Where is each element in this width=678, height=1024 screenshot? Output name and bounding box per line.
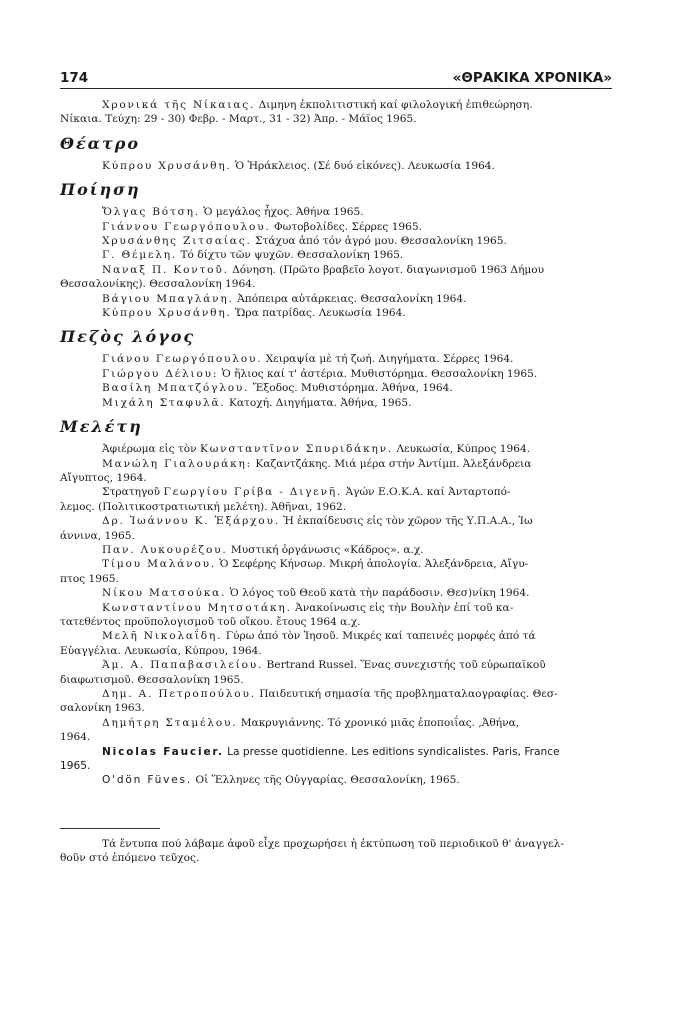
entry-text: Ὁ ἥλιος καί τ' ἀστέρια. Μυθιστόρημα. Θεσσαλονίκη 1965.: [221, 367, 538, 380]
entry-author: Γεωργίου Γρίβα - Διγενῆ.: [163, 486, 343, 499]
entry-text: Ἀγών Ε.Ο.Κ.Α. καί Ἀνταρτοπό-: [345, 486, 511, 499]
entry-author: Μελῆ Νικολαΐδη.: [102, 630, 223, 643]
entry-continuation: λεμος. (Πολιτικοστρατιωτική μελέτη). Ἀθῆναι, 1962.: [60, 500, 347, 513]
entry-continuation: 1964.: [60, 731, 91, 744]
entry-author: Γ. Θέμελη.: [102, 249, 178, 262]
entry-author: Δημήτρη Σταμέλου.: [102, 716, 238, 729]
list-item: [60, 367, 612, 381]
entry-author: Γιάννου Γεωργόπουλου.: [102, 220, 271, 233]
entry-text: Ὥρα πατρίδας. Λευκωσία 1964.: [235, 307, 406, 320]
entry-text: Μακρυγιάννης. Τό χρονικό μιᾶς ἐποποιΐας. ,Ἀθήνα,: [240, 716, 520, 729]
list-item: [60, 263, 612, 277]
entry-prefix: Στρατηγοῦ: [102, 486, 161, 499]
entry-text: Μυστική ὀργάνωσις «Κάδρος». α.χ.: [230, 543, 424, 556]
intro-author: Χρονικά τῆς Νίκαιας.: [102, 99, 256, 111]
entry-text: Παιδευτική σημασία τῆς προβληματαλαογραφίας. Θεσ-: [259, 688, 558, 700]
entry-continuation: Θεσσαλονίκης). Θεσσαλονίκη 1964.: [60, 278, 256, 291]
entry-text: Καζαντζάκης. Μιά μέρα στήν Ἀντίμπ. Ἀλεξάνδρεια: [255, 457, 532, 470]
entry-continuation: σαλονίκη 1963.: [60, 702, 145, 715]
list-item: [60, 687, 612, 701]
list-item: [60, 716, 612, 730]
entry-text: Φωτοβολίδες. Σέρρες 1965.: [274, 220, 423, 233]
section-heading-poetry: Ποίηση: [60, 180, 141, 200]
entry-text: Τό δίχτυ τῶν ψυχῶν. Θεσσαλονίκη 1965.: [180, 249, 404, 262]
entry-author: Μιχάλη Σταφυλᾶ.: [102, 396, 226, 409]
entry-author: Δημ. Α. Πετροπούλου.: [102, 688, 256, 700]
entry-author: Γιώργου Δέλιου:: [102, 367, 219, 380]
intro-line2: Νίκαια. Τεύχη: 29 - 30) Φεβρ. - Μαρτ., 31 - 32) Ἀπρ. - Μάϊος 1965.: [60, 113, 417, 126]
entry-author: Ἀμ. Α. Παπαβασιλείου.: [102, 659, 264, 672]
entry-text: Ἀνακοίνωσις εἰς τὴν Βουλὴν ἐπί τοῦ κα-: [295, 601, 514, 614]
entry-continuation: άννινα, 1965.: [60, 529, 135, 542]
entry-author: Βασίλη Μπατζόγλου.: [102, 382, 250, 395]
entry-text: Κατοχή. Διηγήματα. Ἀθήνα, 1965.: [228, 396, 412, 409]
list-item: [60, 292, 612, 306]
list-item: [60, 396, 612, 410]
entry-text: Χειραψία μὲ τή ζωή. Διηγήματα. Σέρρες 1964.: [265, 353, 514, 366]
list-item: [60, 586, 612, 600]
entry-author: Γιάνου Γεωργόπουλου.: [102, 353, 263, 366]
list-item: [60, 658, 612, 672]
entry-continuation: Εὐαγγέλια. Λευκωσία, Κύπρου, 1964.: [60, 644, 262, 657]
footnote: [60, 828, 612, 866]
entry-author: Ὄλγας Βότση.: [102, 206, 200, 219]
entry-text: Ὁ Ἡράκλειος. (Σέ δυό εἰκόνες). Λευκωσία 1964.: [235, 159, 495, 172]
footnote-line2: θοῦν στό ἑπόμενο τεῦχος.: [60, 852, 200, 865]
section-heading-theatre: Θέατρο: [60, 133, 141, 153]
entry-text: Στάχυα ἀπό τόν ἀγρό μου. Θεσσαλονίκη 1965.: [255, 235, 507, 248]
entry-text: Γύρω ἀπό τὸν Ἰησοῦ. Μικρές καί ταπεινές μορφές ἀπό τά: [225, 630, 536, 643]
entry-author: Νίκου Ματσούκα.: [102, 587, 227, 600]
list-item: [60, 442, 612, 456]
entry-author: Δρ. Ἰωάννου Κ. Ἐξάρχου.: [102, 515, 280, 528]
section-heading-study: Μελέτη: [60, 417, 143, 437]
entry-author: Κωνσταντίνου Μητσοτάκη.: [102, 601, 292, 614]
list-item: [60, 205, 612, 219]
list-item: [60, 457, 612, 471]
bibliography-content: [60, 98, 612, 788]
footnote-line1: Τά ἔντυπα πού λάβαμε ἀφοῦ εἶχε προχωρήσει ἡ ἐκτύπωση τοῦ περιοδικοῦ θ' ἀναγγελ-: [102, 838, 564, 850]
list-item: [60, 773, 612, 787]
list-item: [60, 248, 612, 262]
entry-continuation: πτος 1965.: [60, 572, 119, 585]
entry-text: Οἱ Ἕλληνες τῆς Οὐγγαρίας. Θεσσαλονίκη, 1965.: [195, 774, 460, 787]
page-header: [60, 66, 612, 89]
journal-title: «ΘΡΑΚΙΚΑ ΧΡΟΝΙΚΑ»: [452, 70, 612, 86]
entry-author: Τίμου Μαλάνου.: [102, 558, 216, 571]
section-heading-prose: Πεζὸς λόγος: [60, 327, 196, 347]
entry-text: Λευκωσία, Κύπρος 1964.: [396, 443, 531, 456]
intro-line1: Διμηνη ἐκπολιτιστική καί φιλολογική ἐπιθεώρηση.: [258, 99, 533, 111]
list-item: [60, 159, 612, 173]
entry-continuation: διαφωτισμοῦ. Θεσσαλονίκη 1965.: [60, 673, 244, 686]
entry-author: Μανώλη Γιαλουράκη:: [102, 457, 253, 470]
entry-author: Παν. Λυκουρέζου.: [102, 543, 228, 556]
list-item: [60, 557, 612, 571]
entry-text: Ἡ ἐκπαίδευσις εἰς τὸν χῶρον τῆς Υ.Π.Α.Α., Ἰω: [283, 515, 533, 528]
entry-author: Κύπρου Χρυσάνθη.: [102, 159, 232, 172]
intro-entry: [60, 98, 612, 112]
entry-author: Βάγιου Μπαγλάνη.: [102, 292, 234, 305]
list-item: [60, 485, 612, 499]
entry-author: Χρυσάνθης Ζιτσαίας.: [102, 235, 252, 248]
entry-text: Bertrand Russel. Ἕνας συνεχιστής τοῦ εὐρωπαϊκοῦ: [266, 659, 546, 672]
entry-continuation: Αἴγυπτος, 1964.: [60, 471, 147, 484]
list-item: [60, 629, 612, 643]
list-item: [60, 381, 612, 395]
entry-continuation: τατεθέντος προϋπολογισμοῦ τοῦ οἴκου. ἔτους 1964 α.χ.: [60, 615, 361, 628]
list-item: [60, 306, 612, 320]
list-item: [60, 601, 612, 615]
entry-author: Κωνσταντῖνον Σπυριδάκην.: [199, 443, 394, 456]
list-item: [60, 514, 612, 528]
list-item: [60, 220, 612, 234]
list-item: [60, 745, 612, 759]
list-item: [60, 234, 612, 248]
entry-author: Ναναξ Π. Κοντοῦ.: [102, 263, 229, 276]
page-number: 174: [60, 70, 89, 86]
entry-author: Κύπρου Χρυσάνθη.: [102, 307, 232, 320]
entry-text: Ὁ Σεφέρης Κήνσωρ. Μικρή ἀπολογία. Ἀλεξάνδρεια, Αἴγυ-: [219, 558, 529, 571]
entry-text: La presse quotidienne. Les editions syndicalistes. Paris, France: [227, 745, 560, 758]
entry-text: Ἀπόπειρα αὐτάρκειας. Θεσσαλονίκη 1964.: [237, 292, 467, 305]
entry-continuation: 1965.: [60, 760, 91, 773]
entry-text: Δόνηση. (Πρῶτο βραβεῖο λογοτ. διαγωνισμοῦ 1963 Δήμου: [232, 263, 545, 276]
entry-author: O'dön Füves.: [102, 774, 193, 787]
entry-author: Nicolas Faucier.: [102, 745, 224, 758]
entry-text: Ὁ λόγος τοῦ Θεοῦ κατὰ τὴν παράδοσιν. Θεσ)νίκη 1964.: [229, 587, 530, 600]
entry-text: Ἔξοδος. Μυθιστόρημα. Ἀθήνα, 1964.: [252, 382, 453, 395]
footnote-rule: [60, 828, 160, 829]
entry-prefix: Ἀφιέρωμα εἰς τὸν: [102, 443, 197, 456]
list-item: [60, 543, 612, 557]
entry-text: Ὁ μεγάλος ἦχος. Ἀθήνα 1965.: [203, 206, 364, 219]
list-item: [60, 352, 612, 366]
